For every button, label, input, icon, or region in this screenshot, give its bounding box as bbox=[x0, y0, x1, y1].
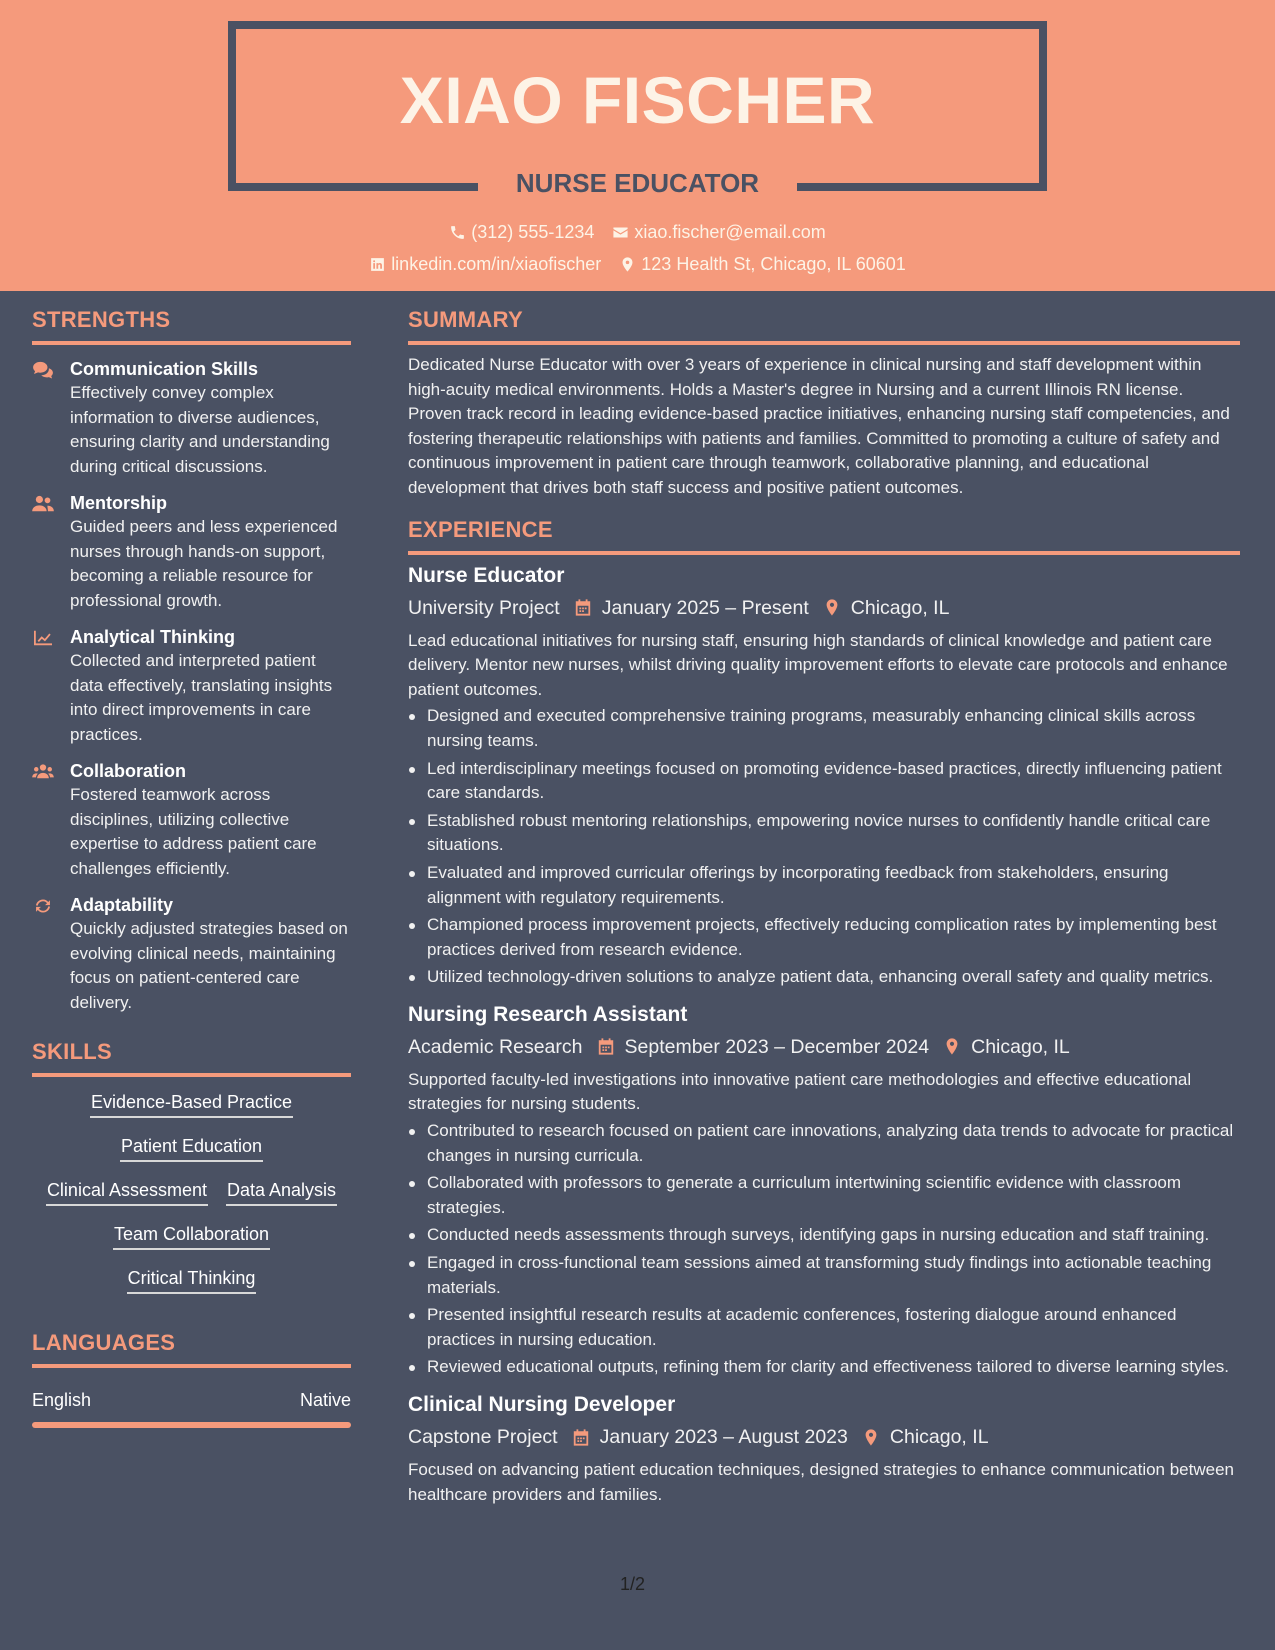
job-location: Chicago, IL bbox=[850, 596, 950, 619]
map-pin-icon bbox=[862, 1428, 880, 1447]
job-entry-title: Clinical Nursing Developer bbox=[408, 1393, 676, 1416]
refresh-icon bbox=[32, 897, 54, 915]
strength-title: Communication Skills bbox=[70, 359, 259, 379]
strength-desc: Quickly adjusted strategies based on evolving clinical needs, maintaining focus on patient-centered care delivery. bbox=[70, 919, 348, 1012]
users-icon bbox=[32, 495, 54, 513]
calendar-icon bbox=[597, 1037, 615, 1056]
job-description: Supported faculty-led investigations into innovative patient care methodologies and effective educational strategies for nursing students. bbox=[408, 1069, 1192, 1114]
strength-title: Analytical Thinking bbox=[70, 627, 236, 647]
page-number: 1/2 bbox=[620, 1574, 646, 1594]
phone-item bbox=[449, 220, 594, 244]
map-pin-icon bbox=[943, 1037, 961, 1056]
strength-desc: Collected and interpreted patient data effectively, translating insights into direct improvements in care practices. bbox=[70, 651, 333, 744]
strength-item bbox=[32, 759, 351, 881]
strength-desc: Effectively convey complex information to diverse audiences, ensuring clarity and understanding during critical discussions. bbox=[70, 383, 330, 476]
job-entry bbox=[408, 1390, 1240, 1507]
list-item: Reviewed educational outputs, refining them for clarity and effectiveness tailored to diverse learning styles. bbox=[408, 1355, 1240, 1380]
header-frame-bottom-right bbox=[797, 183, 1047, 191]
header-frame-bottom-left bbox=[228, 183, 478, 191]
strength-desc: Fostered teamwork across disciplines, utilizing collective expertise to address patient care challenges efficiently. bbox=[70, 785, 317, 878]
language-proficiency-bar bbox=[32, 1422, 351, 1428]
job-meta bbox=[408, 593, 1240, 623]
job-org: Capstone Project bbox=[408, 1426, 558, 1448]
skill-tag: Evidence-Based Practice bbox=[90, 1089, 293, 1118]
skills-list bbox=[32, 1089, 351, 1294]
left-column bbox=[32, 305, 351, 1428]
line-chart-icon bbox=[32, 629, 54, 647]
job-title: NURSE EDUCATOR bbox=[515, 168, 760, 198]
strength-title: Adaptability bbox=[70, 895, 174, 915]
job-bullets bbox=[408, 704, 1240, 990]
skill-tag: Patient Education bbox=[120, 1133, 263, 1162]
address: 123 Health St, Chicago, IL 60601 bbox=[641, 254, 906, 274]
contact-row-2 bbox=[0, 252, 1275, 276]
list-item: Conducted needs assessments through surveys, identifying gaps in nursing education and staff training. bbox=[408, 1223, 1240, 1248]
language-item bbox=[32, 1388, 351, 1412]
skill-tag: Critical Thinking bbox=[127, 1265, 257, 1294]
strengths-heading: STRENGTHS bbox=[32, 305, 351, 345]
language-name: English bbox=[32, 1390, 92, 1410]
job-meta bbox=[408, 1422, 1240, 1452]
summary-heading: SUMMARY bbox=[408, 305, 1240, 345]
contact-row-1 bbox=[0, 220, 1275, 244]
list-item: Contributed to research focused on patient care innovations, analyzing data trends to advocate for practical changes in nursing curricula. bbox=[408, 1119, 1240, 1168]
phone-number[interactable]: (312) 555-1234 bbox=[471, 222, 595, 242]
job-org: University Project bbox=[408, 596, 560, 619]
job-entry-title: Nursing Research Assistant bbox=[408, 1002, 688, 1026]
resume-header bbox=[0, 0, 1275, 291]
strength-title: Mentorship bbox=[70, 493, 167, 513]
strength-item bbox=[32, 893, 351, 1015]
skill-tag: Clinical Assessment bbox=[46, 1177, 208, 1206]
email-item bbox=[612, 220, 825, 244]
strength-item bbox=[32, 491, 351, 613]
job-dates: January 2023 – August 2023 bbox=[599, 1426, 848, 1448]
list-item: Utilized technology-driven solutions to analyze patient data, enhancing overall safety and quality metrics. bbox=[408, 965, 1240, 990]
language-level: Native bbox=[299, 1390, 351, 1410]
strength-item bbox=[32, 625, 351, 747]
job-location: Chicago, IL bbox=[889, 1426, 989, 1448]
calendar-icon bbox=[572, 1428, 590, 1447]
experience-heading: EXPERIENCE bbox=[408, 515, 1240, 555]
candidate-name: XIAO FISCHER bbox=[399, 63, 876, 137]
chat-bubbles-icon bbox=[32, 361, 54, 379]
calendar-icon bbox=[574, 598, 592, 617]
strength-title: Collaboration bbox=[70, 761, 186, 781]
job-description: Focused on advancing patient education techniques, designed strategies to enhance communication between healthcare providers and families. bbox=[408, 1460, 1235, 1504]
linkedin-url[interactable]: linkedin.com/in/xiaofischer bbox=[391, 254, 602, 274]
list-item: Evaluated and improved curricular offerings by incorporating feedback from stakeholders, ensuring alignment with regulatory requirements. bbox=[408, 861, 1240, 910]
job-description: Lead educational initiatives for nursing staff, ensuring high standards of clinical knowledge and patient care delivery. Mentor new nurses, whilst driving quality improvement efforts to elevate care protocols and enhance patient outcomes. bbox=[408, 630, 1228, 699]
right-column bbox=[408, 305, 1240, 1507]
job-entry bbox=[408, 1000, 1240, 1380]
list-item: Engaged in cross-functional team sessions aimed at transforming study findings into actionable teaching materials. bbox=[408, 1251, 1240, 1300]
envelope-icon bbox=[612, 224, 629, 241]
job-bullets bbox=[408, 1119, 1240, 1380]
strength-item bbox=[32, 357, 351, 479]
job-dates: September 2023 – December 2024 bbox=[624, 1035, 930, 1058]
skill-tag: Team Collaboration bbox=[113, 1221, 270, 1250]
list-item: Designed and executed comprehensive training programs, measurably enhancing clinical skills across nursing teams. bbox=[408, 704, 1240, 753]
job-location: Chicago, IL bbox=[971, 1035, 1070, 1058]
linkedin-icon bbox=[369, 256, 386, 273]
job-entry bbox=[408, 561, 1240, 990]
list-item: Led interdisciplinary meetings focused on promoting evidence-based practices, directly influencing patient care standards. bbox=[408, 757, 1240, 806]
address-item bbox=[619, 252, 906, 276]
languages-heading: LANGUAGES bbox=[32, 1328, 351, 1368]
list-item: Collaborated with professors to generate a curriculum intertwining scientific evidence with classroom strategies. bbox=[408, 1171, 1240, 1220]
email-address[interactable]: xiao.fischer@email.com bbox=[634, 222, 826, 242]
job-dates: January 2025 – Present bbox=[601, 596, 809, 619]
list-item: Presented insightful research results at academic conferences, fostering dialogue around enhanced practices in nursing education. bbox=[408, 1303, 1240, 1352]
job-meta bbox=[408, 1032, 1240, 1062]
map-pin-icon bbox=[619, 256, 636, 273]
strength-desc: Guided peers and less experienced nurses through hands-on support, becoming a reliable resource for professional growth. bbox=[70, 517, 338, 610]
skill-tag: Data Analysis bbox=[226, 1177, 337, 1206]
group-icon bbox=[32, 763, 54, 781]
phone-icon bbox=[449, 224, 466, 241]
map-pin-icon bbox=[823, 598, 841, 617]
list-item: Established robust mentoring relationships, empowering novice nurses to confidently handle critical care situations. bbox=[408, 809, 1240, 858]
job-entry-title: Nurse Educator bbox=[408, 563, 565, 587]
list-item: Championed process improvement projects, effectively reducing complication rates by implementing best practices derived from research evidence. bbox=[408, 913, 1240, 962]
skills-heading: SKILLS bbox=[32, 1037, 351, 1077]
summary-text: Dedicated Nurse Educator with over 3 years of experience in clinical nursing and staff development within high-acuity medical environments. Holds a Master's degree in Nursing and a current Illinois RN license. Proven track record in leading evidence-based practice initiatives, enhancing nursing staff competencies, and fostering therapeutic relationships with patients and families. Committed to promoting a culture of safety and continuous improvement in patient care through teamwork, collaborative planning, and educational development that drives both staff success and positive patient outcomes. bbox=[408, 355, 1230, 497]
job-org: Academic Research bbox=[408, 1035, 583, 1058]
linkedin-item bbox=[369, 252, 601, 276]
